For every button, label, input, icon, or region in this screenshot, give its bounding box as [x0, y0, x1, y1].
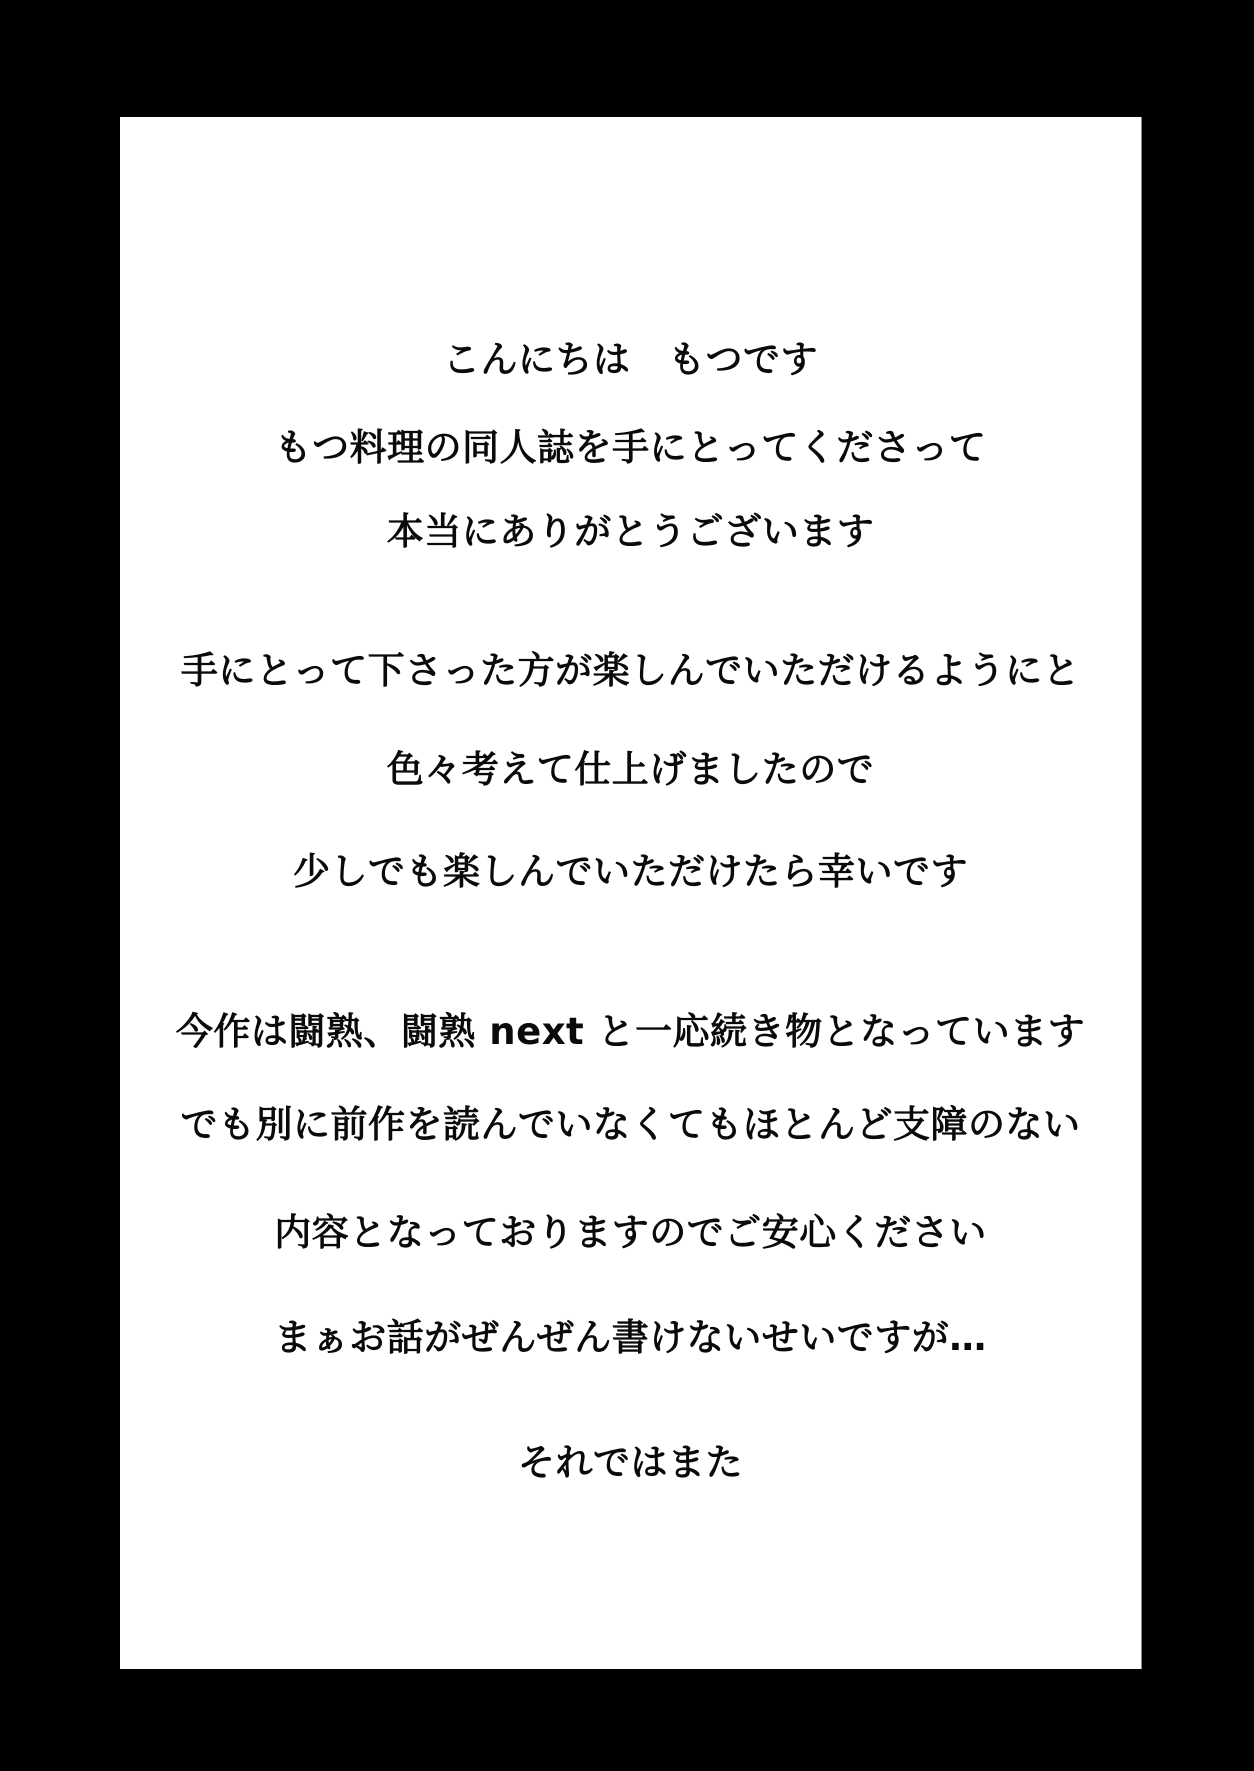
afterword-line-effort-1: 手にとって下さった方が楽しんでいただけるようにと [180, 649, 1081, 692]
afterword-line-series-note-2: でも別に前作を読んでいなくてもほとんど支障のない [180, 1103, 1081, 1146]
afterword-line-signoff: それではまた [518, 1441, 743, 1484]
afterword-line-effort-2: 色々考えて仕上げましたので [386, 748, 875, 791]
afterword-line-series-note-1: 今作は闘熟、闘熟 next と一応続き物となっています [175, 1010, 1086, 1053]
afterword-line-self-deprecation: まぁお話がぜんぜん書けないせいですが… [274, 1316, 987, 1359]
afterword-line-series-note-3: 内容となっておりますのでご安心ください [274, 1211, 987, 1254]
afterword-line-thanks-1: もつ料理の同人誌を手にとってくださって [274, 426, 987, 469]
afterword-line-greeting: こんにちは もつです [443, 338, 818, 381]
afterword-line-thanks-2: 本当にありがとうございます [386, 510, 875, 553]
afterword-line-effort-3: 少しでも楽しんでいただけたら幸いです [293, 850, 968, 893]
afterword-paper [120, 117, 1141, 1669]
